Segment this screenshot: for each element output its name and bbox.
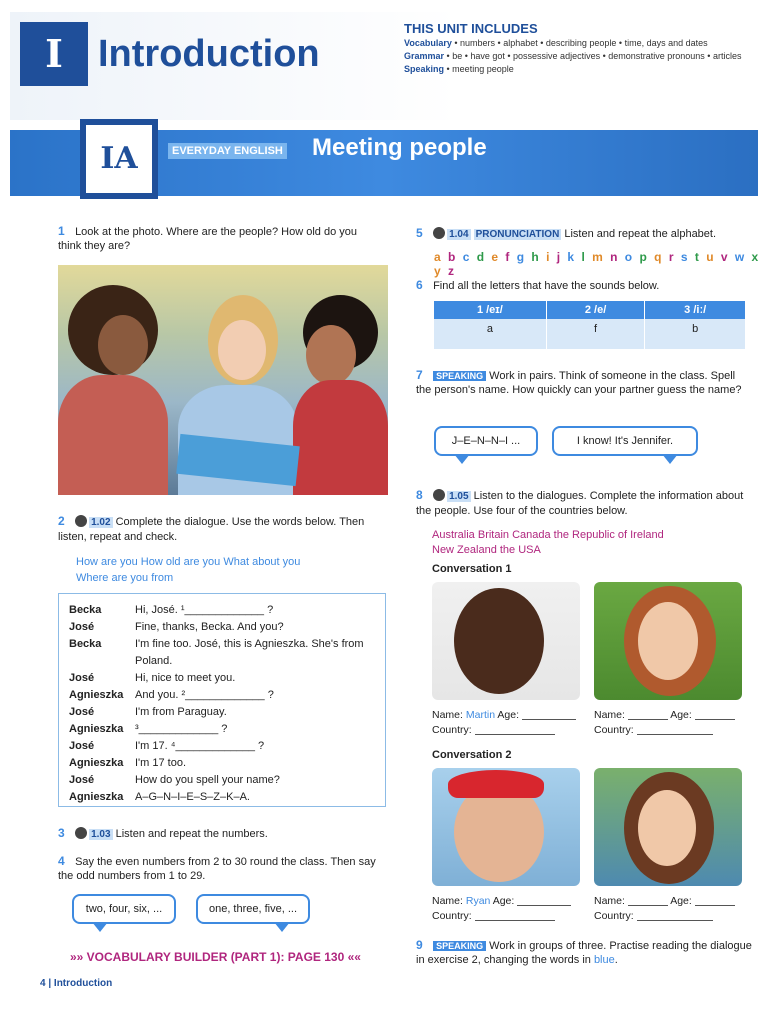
alphabet-letter: a — [434, 250, 449, 264]
dialogue-line: I'm 17 too. — [135, 757, 187, 769]
unit-title: Introduction — [98, 33, 320, 75]
photo-face — [306, 325, 356, 385]
country-field[interactable] — [637, 910, 713, 921]
age-field[interactable] — [517, 895, 571, 906]
alphabet-letter: f — [505, 250, 517, 264]
dialogue-row — [69, 670, 375, 687]
name-field[interactable] — [628, 895, 668, 906]
alphabet-line — [434, 250, 768, 278]
form-person-1: Name: Martin Age: Country: — [432, 708, 576, 738]
countries-list: Australia Britain Canada the Republic of Ireland New Zealand the USA — [432, 529, 664, 556]
sounds-table — [434, 301, 746, 349]
country-field[interactable] — [637, 724, 713, 735]
unit-number: I — [20, 22, 88, 86]
alphabet-letter: k — [567, 250, 582, 264]
dialogue-speaker: José — [69, 621, 95, 633]
vocabulary-builder-link[interactable]: »» VOCABULARY BUILDER (PART 1): PAGE 130 «« — [70, 950, 361, 964]
dialogue-speaker: Becka — [69, 604, 102, 616]
dialogue-speaker: José — [69, 774, 95, 786]
sound-cell-1: a — [434, 319, 546, 349]
includes-grammar: Grammar • be • have got • possessive adjectives • demonstrative pronouns • articles — [404, 51, 742, 61]
dialogue-line: A–G–N–I–E–S–Z–K–A. — [135, 791, 250, 803]
includes-vocabulary: Vocabulary • numbers • alphabet • describing people • time, days and dates — [404, 38, 708, 48]
alphabet-letter: p — [639, 250, 655, 264]
photo-face — [454, 588, 544, 694]
dialogue-line: And you. ²_____________ ? — [135, 689, 274, 701]
dialogue-line: How do you spell your name? — [135, 774, 280, 786]
exercise-2: 2 1.02 Complete the dialogue. Use the words below. Then listen, repeat and check. — [58, 514, 365, 543]
age-field[interactable] — [522, 709, 576, 720]
photo-shirt — [58, 375, 168, 495]
form-person-2: Name: Age: Country: — [594, 708, 735, 738]
age-field[interactable] — [695, 895, 735, 906]
dialogue-line: Fine, thanks, Becka. And you? — [135, 621, 284, 633]
alphabet-letter: r — [668, 250, 681, 264]
dialogue-row — [69, 636, 375, 670]
photo-girl-2 — [594, 768, 742, 886]
exercise-7: 7 SPEAKING Work in pairs. Think of someone in the class. Spell the person's name. How quickly can your partner guess the name? — [416, 368, 742, 396]
dialogue-row — [69, 602, 375, 619]
country-field[interactable] — [475, 724, 555, 735]
alphabet-letter: q — [654, 250, 669, 264]
sound-cell-2: f — [546, 319, 645, 349]
speech-bubble-odd: one, three, five, ... — [196, 894, 310, 924]
alphabet-letter: y — [434, 264, 449, 278]
dialogue-line: I'm 17. ⁴_____________ ? — [135, 740, 265, 752]
dialogue-line: Hi, José. ¹_____________ ? — [135, 604, 274, 616]
age-field[interactable] — [695, 709, 735, 720]
alphabet-letter: n — [610, 250, 625, 264]
alphabet-letter: j — [556, 250, 568, 264]
exercise-4: 4 Say the even numbers from 2 to 30 round the class. Then say the odd numbers from 1 to 29. — [58, 854, 376, 882]
exercise-8: 8 1.05 Listen to the dialogues. Complete the information about the people. Use four of the countries below. — [416, 488, 744, 517]
form-person-4: Name: Age: Country: — [594, 894, 735, 924]
dialogue-row — [69, 738, 375, 755]
dialogue-row — [69, 772, 375, 789]
dialogue-row — [69, 755, 375, 772]
speech-bubble-guess: I know! It's Jennifer. — [552, 426, 698, 456]
sound-header-1: 1 /eɪ/ — [434, 301, 546, 319]
photo-girl-1 — [594, 582, 742, 700]
sound-header-3: 3 /iː/ — [645, 301, 746, 319]
students-photo — [58, 265, 388, 495]
alphabet-letter: v — [720, 250, 735, 264]
exercise-1: 1 Look at the photo. Where are the people? How old do you think they are? — [58, 224, 357, 252]
alphabet-letter: u — [706, 250, 721, 264]
exercise-5: 5 1.04 PRONUNCIATION Listen and repeat the alphabet. — [416, 226, 717, 240]
dialogue-speaker: José — [69, 740, 95, 752]
photo-face — [98, 315, 148, 375]
alphabet-letter: x — [751, 250, 761, 264]
audio-icon[interactable] — [75, 515, 87, 527]
dialogue-row — [69, 721, 375, 738]
dialogue-row — [69, 619, 375, 636]
dialogue-line: Hi, nice to meet you. — [135, 672, 236, 684]
audio-icon[interactable] — [433, 227, 445, 239]
photo-shirt — [293, 380, 388, 495]
dialogue-speaker: Agnieszka — [69, 723, 124, 735]
includes-title: THIS UNIT INCLUDES — [404, 21, 538, 36]
dialogue-row — [69, 789, 375, 806]
alphabet-letter: s — [680, 250, 695, 264]
alphabet-letter: w — [734, 250, 752, 264]
unit-includes — [404, 22, 754, 76]
dialogue-speaker: Agnieszka — [69, 689, 124, 701]
alphabet-letter: z — [448, 264, 457, 278]
dialogue-box — [58, 593, 386, 807]
alphabet-letter: i — [546, 250, 557, 264]
photo-martin — [432, 582, 580, 700]
lesson-tag: EVERYDAY ENGLISH — [168, 143, 287, 159]
dialogue-speaker: Agnieszka — [69, 757, 124, 769]
dialogue-line: I'm fine too. José, this is Agnieszka. She's from Poland. — [135, 638, 364, 667]
conversation-2-label: Conversation 2 — [432, 749, 512, 761]
dialogue-speaker: Agnieszka — [69, 791, 124, 803]
conversation-1-label: Conversation 1 — [432, 563, 512, 575]
dialogue-line: ³_____________ ? — [135, 723, 228, 735]
exercise-2-words: How are you How old are you What about you Where are you from — [76, 556, 301, 584]
sound-header-2: 2 /e/ — [546, 301, 645, 319]
dialogue-row — [69, 704, 375, 721]
photo-face — [638, 602, 698, 680]
dialogue-line: I'm from Paraguay. — [135, 706, 227, 718]
form-person-3: Name: Ryan Age: Country: — [432, 894, 571, 924]
audio-icon[interactable] — [75, 827, 87, 839]
exercise-9: 9 SPEAKING Work in groups of three. Practise reading the dialogue in exercise 2, changing the words in blue. — [416, 938, 752, 966]
red-cap — [448, 770, 544, 798]
dialogue-speaker: José — [69, 672, 95, 684]
dialogue-row — [69, 687, 375, 704]
alphabet-letter: o — [624, 250, 640, 264]
photo-face — [638, 790, 696, 866]
alphabet-letter: t — [694, 250, 707, 264]
lesson-code: IA — [86, 125, 152, 193]
photo-ryan — [432, 768, 580, 886]
alphabet-letter: d — [476, 250, 492, 264]
alphabet-letter: b — [448, 250, 463, 264]
lesson-code-box — [80, 119, 158, 199]
photo-face — [218, 320, 266, 380]
lesson-title: Meeting people — [312, 134, 487, 161]
alphabet-letter: e — [491, 250, 506, 264]
exercise-3: 3 1.03 Listen and repeat the numbers. — [58, 826, 268, 840]
audio-icon[interactable] — [433, 489, 445, 501]
country-field[interactable] — [475, 910, 555, 921]
speech-bubble-even: two, four, six, ... — [72, 894, 176, 924]
includes-speaking: Speaking • meeting people — [404, 64, 514, 74]
dialogue-table — [69, 602, 375, 806]
exercise-6: 6 Find all the letters that have the sounds below. — [416, 278, 660, 292]
alphabet-letter: c — [462, 250, 477, 264]
alphabet-letter: g — [516, 250, 532, 264]
page-footer: 4 | Introduction — [40, 978, 113, 989]
alphabet-letter: m — [592, 250, 611, 264]
dialogue-speaker: José — [69, 706, 95, 718]
speech-bubble-spell: J–E–N–N–I ... — [434, 426, 538, 456]
alphabet-letter: h — [531, 250, 547, 264]
alphabet-letter: l — [581, 250, 593, 264]
name-field[interactable] — [628, 709, 668, 720]
sound-cell-3: b — [645, 319, 746, 349]
dialogue-speaker: Becka — [69, 638, 102, 650]
